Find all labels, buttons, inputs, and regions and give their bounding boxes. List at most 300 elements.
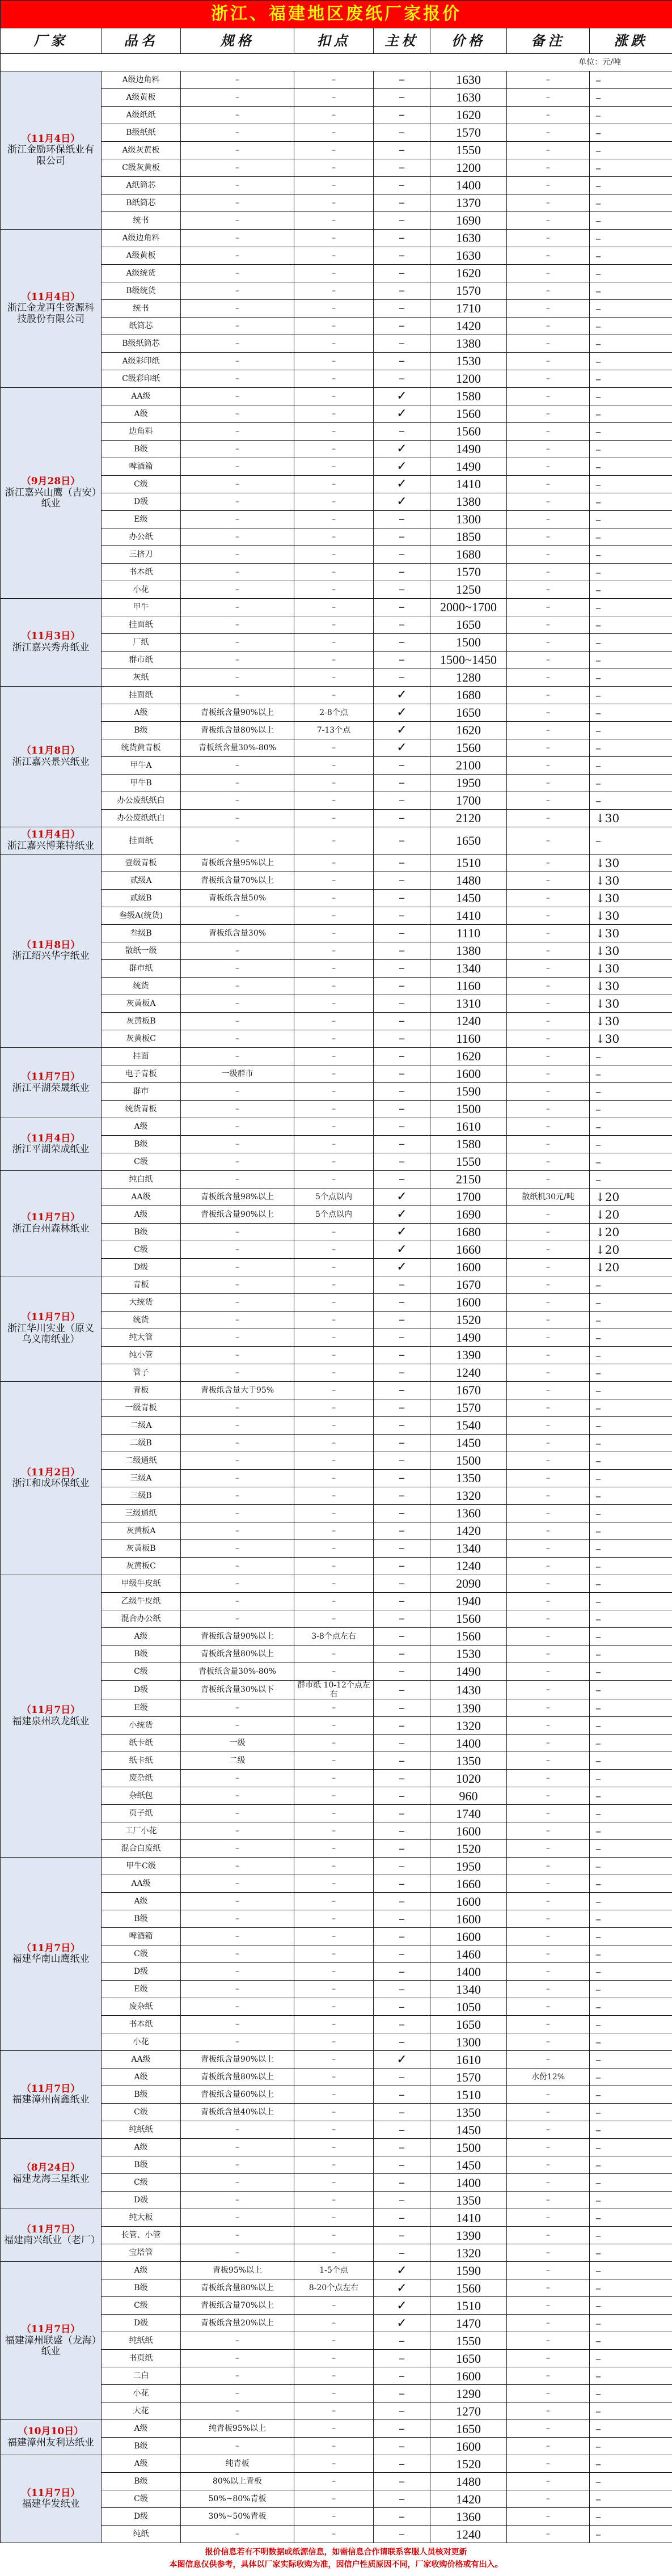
table-row bbox=[1, 89, 672, 107]
table-row bbox=[1, 1910, 672, 1928]
deduct-cell: – bbox=[294, 2385, 374, 2402]
note-cell: – bbox=[507, 282, 590, 300]
grade-cell: D级 bbox=[102, 1681, 181, 1699]
table-row bbox=[1, 2367, 672, 2385]
factory-date: （11月4日） bbox=[4, 830, 98, 841]
price-cell: 1510 bbox=[430, 2086, 507, 2104]
grade-cell: AA级 bbox=[102, 388, 181, 405]
factory-cell bbox=[1, 1048, 102, 1118]
price-cell: 1620 bbox=[430, 107, 507, 124]
main-cell: – bbox=[374, 159, 430, 177]
note-cell: – bbox=[507, 2508, 590, 2526]
spec-cell: – bbox=[181, 1118, 294, 1136]
price-cell: 1650 bbox=[430, 2350, 507, 2367]
table-row bbox=[1, 1312, 672, 1329]
note-cell: – bbox=[507, 476, 590, 493]
table-row bbox=[1, 1470, 672, 1487]
price-cell: 1570 bbox=[430, 2069, 507, 2086]
note-cell: – bbox=[507, 2490, 590, 2508]
change-cell: – bbox=[590, 704, 672, 722]
price-cell: 1490 bbox=[430, 1329, 507, 1347]
change-cell: – bbox=[590, 212, 672, 230]
note-cell: – bbox=[507, 1101, 590, 1118]
deduct-cell: – bbox=[294, 318, 374, 335]
grade-cell: 青板 bbox=[102, 1382, 181, 1399]
table-row bbox=[1, 247, 672, 265]
main-cell: – bbox=[374, 2420, 430, 2438]
note-cell: – bbox=[507, 2174, 590, 2192]
change-cell: – bbox=[590, 1101, 672, 1118]
table-row bbox=[1, 1998, 672, 2016]
change-cell: – bbox=[590, 1928, 672, 1945]
note-cell: – bbox=[507, 1646, 590, 1663]
table-row bbox=[1, 1628, 672, 1646]
grade-cell: 混合办公纸 bbox=[102, 1610, 181, 1628]
deduct-cell: – bbox=[294, 1470, 374, 1487]
table-row bbox=[1, 792, 672, 810]
spec-cell: – bbox=[181, 1575, 294, 1593]
main-cell: – bbox=[374, 1770, 430, 1787]
price-cell: 1500 bbox=[430, 634, 507, 652]
grade-cell: A级 bbox=[102, 2139, 181, 2156]
change-cell: – bbox=[590, 2367, 672, 2385]
grade-cell: 灰纸 bbox=[102, 669, 181, 687]
deduct-cell: – bbox=[294, 739, 374, 757]
spec-cell: – bbox=[181, 1945, 294, 1963]
deduct-cell: – bbox=[294, 2086, 374, 2104]
note-cell: – bbox=[507, 810, 590, 827]
table-row bbox=[1, 318, 672, 335]
price-cell: 1600 bbox=[430, 1259, 507, 1276]
header-change: 涨跌 bbox=[590, 28, 672, 54]
deduct-cell: – bbox=[294, 2104, 374, 2121]
spec-cell: 二级 bbox=[181, 1752, 294, 1770]
price-cell: 2150 bbox=[430, 1171, 507, 1188]
grade-cell: A级 bbox=[102, 2069, 181, 2086]
change-cell: – bbox=[590, 1893, 672, 1910]
price-cell: 1610 bbox=[430, 2051, 507, 2069]
note-cell: – bbox=[507, 2209, 590, 2227]
note-cell: – bbox=[507, 1241, 590, 1259]
note-cell: – bbox=[507, 925, 590, 942]
main-cell: – bbox=[374, 652, 430, 669]
grade-cell: B级 bbox=[102, 441, 181, 458]
price-cell: 2000~1700 bbox=[430, 599, 507, 616]
spec-cell: – bbox=[181, 2526, 294, 2543]
change-cell: – bbox=[590, 1505, 672, 1522]
main-cell: – bbox=[374, 2174, 430, 2192]
deduct-cell: – bbox=[294, 1382, 374, 1399]
grade-cell: C级 bbox=[102, 2104, 181, 2121]
grade-cell: 贰级B bbox=[102, 890, 181, 907]
deduct-cell: – bbox=[294, 1259, 374, 1276]
note-cell: – bbox=[507, 2332, 590, 2350]
table-row bbox=[1, 872, 672, 890]
note-cell: – bbox=[507, 1065, 590, 1083]
table-row bbox=[1, 704, 672, 722]
note-cell: – bbox=[507, 1663, 590, 1681]
grade-cell: D级 bbox=[102, 2192, 181, 2209]
main-cell: – bbox=[374, 212, 430, 230]
price-cell: 1600 bbox=[430, 1893, 507, 1910]
table-row bbox=[1, 1417, 672, 1435]
main-cell: – bbox=[374, 1699, 430, 1717]
spec-cell: – bbox=[181, 1770, 294, 1787]
table-row bbox=[1, 300, 672, 318]
deduct-cell: – bbox=[294, 2016, 374, 2033]
main-cell: – bbox=[374, 1030, 430, 1048]
change-cell: – bbox=[590, 2455, 672, 2473]
spec-cell: 青板纸含量30% bbox=[181, 925, 294, 942]
factory-date: （11月8日） bbox=[4, 746, 98, 757]
price-cell: 1240 bbox=[430, 1364, 507, 1382]
table-row bbox=[1, 2051, 672, 2069]
change-cell: – bbox=[590, 1998, 672, 2016]
deduct-cell: – bbox=[294, 995, 374, 1013]
deduct-cell: – bbox=[294, 1770, 374, 1787]
change-cell: – bbox=[590, 1276, 672, 1294]
grade-cell: 甲级牛皮纸 bbox=[102, 1575, 181, 1593]
factory-date: （11月7日） bbox=[4, 1072, 98, 1083]
factory-name: 浙江台州森林纸业 bbox=[4, 1224, 98, 1235]
price-cell: 1550 bbox=[430, 2332, 507, 2350]
note-cell: – bbox=[507, 1735, 590, 1752]
deduct-cell: 3-8个点左右 bbox=[294, 1628, 374, 1646]
note-cell: – bbox=[507, 2121, 590, 2139]
deduct-cell: – bbox=[294, 2490, 374, 2508]
deduct-cell: – bbox=[294, 142, 374, 159]
spec-cell: – bbox=[181, 942, 294, 960]
deduct-cell: – bbox=[294, 1312, 374, 1329]
note-cell: – bbox=[507, 2350, 590, 2367]
main-cell: – bbox=[374, 1893, 430, 1910]
main-cell: – bbox=[374, 1065, 430, 1083]
price-cell: 1340 bbox=[430, 1981, 507, 1998]
price-cell: 960 bbox=[430, 1787, 507, 1805]
spec-cell: – bbox=[181, 1136, 294, 1153]
deduct-cell: – bbox=[294, 1610, 374, 1628]
header-row bbox=[1, 28, 672, 54]
main-cell: – bbox=[374, 792, 430, 810]
change-cell: ↓30 bbox=[590, 810, 672, 827]
main-cell: – bbox=[374, 1364, 430, 1382]
table-row bbox=[1, 2279, 672, 2297]
spec-cell: – bbox=[181, 1417, 294, 1435]
main-cell: – bbox=[374, 265, 430, 282]
price-cell: 1650 bbox=[430, 616, 507, 634]
price-cell: 1550 bbox=[430, 142, 507, 159]
main-cell: – bbox=[374, 2016, 430, 2033]
change-cell: – bbox=[590, 2121, 672, 2139]
note-cell: – bbox=[507, 2420, 590, 2438]
main-cell: – bbox=[374, 335, 430, 353]
table-row bbox=[1, 2121, 672, 2139]
spec-cell: – bbox=[181, 1858, 294, 1875]
price-cell: 1650 bbox=[430, 704, 507, 722]
change-cell: – bbox=[590, 89, 672, 107]
spec-cell: – bbox=[181, 1153, 294, 1171]
deduct-cell: – bbox=[294, 353, 374, 370]
deduct-cell: – bbox=[294, 265, 374, 282]
factory-cell bbox=[1, 388, 102, 599]
deduct-cell: – bbox=[294, 71, 374, 89]
note-cell: – bbox=[507, 388, 590, 405]
note-cell: – bbox=[507, 1382, 590, 1399]
spec-cell: – bbox=[181, 599, 294, 616]
grade-cell: E级 bbox=[102, 1699, 181, 1717]
factory-date: （11月7日） bbox=[4, 1943, 98, 1955]
change-cell: – bbox=[590, 1399, 672, 1417]
title-row bbox=[1, 1, 672, 28]
deduct-cell: – bbox=[294, 1505, 374, 1522]
change-cell: ↓30 bbox=[590, 978, 672, 995]
grade-cell: 啤酒箱 bbox=[102, 458, 181, 476]
deduct-cell: 7-13个点 bbox=[294, 722, 374, 739]
factory-date: （9月28日） bbox=[4, 476, 98, 488]
table-row bbox=[1, 388, 672, 405]
deduct-cell: – bbox=[294, 1858, 374, 1875]
note-cell: – bbox=[507, 581, 590, 599]
deduct-cell: – bbox=[294, 388, 374, 405]
note-cell: – bbox=[507, 739, 590, 757]
note-cell: – bbox=[507, 2051, 590, 2069]
table-row bbox=[1, 1083, 672, 1101]
spec-cell: 青板纸含量98%以上 bbox=[181, 1188, 294, 1206]
note-cell: – bbox=[507, 960, 590, 978]
grade-cell: C级 bbox=[102, 1241, 181, 1259]
main-cell: – bbox=[374, 300, 430, 318]
deduct-cell: – bbox=[294, 925, 374, 942]
price-cell: 1560 bbox=[430, 739, 507, 757]
note-cell: – bbox=[507, 1470, 590, 1487]
price-cell: 1630 bbox=[430, 89, 507, 107]
deduct-cell: – bbox=[294, 1998, 374, 2016]
grade-cell: 叁级B bbox=[102, 925, 181, 942]
factory-name: 福建华南山鹰纸业 bbox=[4, 1954, 98, 1965]
price-cell: 1240 bbox=[430, 1013, 507, 1030]
spec-cell: – bbox=[181, 124, 294, 142]
table-row bbox=[1, 1822, 672, 1840]
note-cell: – bbox=[507, 1770, 590, 1787]
price-cell: 1620 bbox=[430, 1048, 507, 1065]
main-cell: – bbox=[374, 995, 430, 1013]
deduct-cell: – bbox=[294, 2069, 374, 2086]
change-cell: – bbox=[590, 2227, 672, 2244]
spec-cell: 青板纸含量60%以上 bbox=[181, 2086, 294, 2104]
price-cell: 1570 bbox=[430, 124, 507, 142]
deduct-cell: – bbox=[294, 1065, 374, 1083]
deduct-cell: – bbox=[294, 855, 374, 872]
grade-cell: C级 bbox=[102, 1153, 181, 1171]
deduct-cell: – bbox=[294, 890, 374, 907]
main-cell: – bbox=[374, 2192, 430, 2209]
price-cell: 1560 bbox=[430, 2279, 507, 2297]
main-cell: – bbox=[374, 1735, 430, 1752]
note-cell: – bbox=[507, 907, 590, 925]
price-cell: 1560 bbox=[430, 423, 507, 441]
deduct-cell: – bbox=[294, 2332, 374, 2350]
factory-cell bbox=[1, 2420, 102, 2455]
spec-cell: – bbox=[181, 1294, 294, 1312]
change-cell: – bbox=[590, 2473, 672, 2490]
main-cell: – bbox=[374, 282, 430, 300]
main-cell: ✓ bbox=[374, 476, 430, 493]
deduct-cell: – bbox=[294, 1822, 374, 1840]
table-row bbox=[1, 1188, 672, 1206]
change-cell: ↓30 bbox=[590, 1013, 672, 1030]
table-row bbox=[1, 405, 672, 423]
main-cell: – bbox=[374, 1540, 430, 1558]
spec-cell: – bbox=[181, 546, 294, 564]
spec-cell: – bbox=[181, 353, 294, 370]
main-cell: – bbox=[374, 2227, 430, 2244]
factory-name: 福建漳州友利达纸业 bbox=[4, 2438, 98, 2449]
price-cell: 1660 bbox=[430, 1241, 507, 1259]
note-cell: – bbox=[507, 247, 590, 265]
factory-date: （11月8日） bbox=[4, 940, 98, 951]
change-cell: – bbox=[590, 827, 672, 855]
grade-cell: 宝塔管 bbox=[102, 2244, 181, 2262]
grade-cell: 一级青板 bbox=[102, 1399, 181, 1417]
main-cell: – bbox=[374, 107, 430, 124]
price-cell: 1310 bbox=[430, 995, 507, 1013]
change-cell: ↓20 bbox=[590, 1224, 672, 1241]
note-cell: – bbox=[507, 942, 590, 960]
deduct-cell: – bbox=[294, 2192, 374, 2209]
change-cell: – bbox=[590, 318, 672, 335]
factory-name: 福建泉州玖龙纸业 bbox=[4, 1716, 98, 1728]
price-cell: 1450 bbox=[430, 1435, 507, 1452]
note-cell: – bbox=[507, 1981, 590, 1998]
price-cell: 1620 bbox=[430, 265, 507, 282]
note-cell: – bbox=[507, 2139, 590, 2156]
price-cell: 1600 bbox=[430, 1910, 507, 1928]
change-cell: – bbox=[590, 1347, 672, 1364]
table-row bbox=[1, 423, 672, 441]
price-cell: 1500~1450 bbox=[430, 652, 507, 669]
grade-cell: 纯纸 bbox=[102, 2526, 181, 2543]
table-row bbox=[1, 1610, 672, 1628]
note-cell: – bbox=[507, 458, 590, 476]
note-cell: – bbox=[507, 2262, 590, 2279]
spec-cell: – bbox=[181, 159, 294, 177]
price-cell: 1710 bbox=[430, 300, 507, 318]
spec-cell: 青板纸含量80%以上 bbox=[181, 1646, 294, 1663]
table-row bbox=[1, 2438, 672, 2455]
main-cell: ✓ bbox=[374, 388, 430, 405]
spec-cell: – bbox=[181, 2016, 294, 2033]
factory-date: （11月7日） bbox=[4, 2488, 98, 2499]
deduct-cell: – bbox=[294, 2227, 374, 2244]
price-cell: 1670 bbox=[430, 1382, 507, 1399]
main-cell: – bbox=[374, 1452, 430, 1470]
grade-cell: 灰黄板A bbox=[102, 995, 181, 1013]
price-cell: 1580 bbox=[430, 1136, 507, 1153]
main-cell: – bbox=[374, 872, 430, 890]
grade-cell: 混合白废纸 bbox=[102, 1840, 181, 1858]
footer-line: 报价信息若有不明数据或纸源信息，如需信息合作请联系客服人员核对更新 bbox=[2, 2547, 670, 2559]
note-cell: – bbox=[507, 1893, 590, 1910]
note-cell: – bbox=[507, 405, 590, 423]
change-cell: – bbox=[590, 792, 672, 810]
main-cell: – bbox=[374, 2490, 430, 2508]
grade-cell: 纯大板 bbox=[102, 2209, 181, 2227]
grade-cell: B级纸纸 bbox=[102, 124, 181, 142]
grade-cell: B级纸筒芯 bbox=[102, 335, 181, 353]
spec-cell: 一级 bbox=[181, 1735, 294, 1752]
price-cell: 1350 bbox=[430, 1752, 507, 1770]
grade-cell: B纸筒芯 bbox=[102, 194, 181, 212]
table-row bbox=[1, 757, 672, 775]
change-cell: – bbox=[590, 265, 672, 282]
grade-cell: 管子 bbox=[102, 1364, 181, 1382]
main-cell: – bbox=[374, 599, 430, 616]
change-cell: – bbox=[590, 476, 672, 493]
table-row bbox=[1, 194, 672, 212]
spec-cell: – bbox=[181, 318, 294, 335]
main-cell: – bbox=[374, 318, 430, 335]
table-row bbox=[1, 1136, 672, 1153]
table-row bbox=[1, 1840, 672, 1858]
table-row bbox=[1, 1646, 672, 1663]
spec-cell: – bbox=[181, 230, 294, 247]
spec-cell: – bbox=[181, 1558, 294, 1575]
change-cell: – bbox=[590, 1981, 672, 1998]
grade-cell: 电子青板 bbox=[102, 1065, 181, 1083]
note-cell: – bbox=[507, 1329, 590, 1347]
price-cell: 1600 bbox=[430, 1294, 507, 1312]
price-cell: 1520 bbox=[430, 2455, 507, 2473]
deduct-cell: – bbox=[294, 669, 374, 687]
deduct-cell: – bbox=[294, 159, 374, 177]
deduct-cell: 5个点以内 bbox=[294, 1206, 374, 1224]
deduct-cell: – bbox=[294, 757, 374, 775]
grade-cell: 废杂纸 bbox=[102, 1998, 181, 2016]
spec-cell: – bbox=[181, 995, 294, 1013]
spec-cell: 一级群市 bbox=[181, 1065, 294, 1083]
price-cell: 1650 bbox=[430, 2420, 507, 2438]
factory-date: （11月4日） bbox=[4, 1133, 98, 1145]
grade-cell: 小花 bbox=[102, 2385, 181, 2402]
change-cell: – bbox=[590, 2209, 672, 2227]
note-cell: – bbox=[507, 1417, 590, 1435]
spec-cell: – bbox=[181, 616, 294, 634]
spec-cell: – bbox=[181, 476, 294, 493]
note-cell: – bbox=[507, 1276, 590, 1294]
change-cell: – bbox=[590, 2490, 672, 2508]
deduct-cell: 1-5个点 bbox=[294, 2262, 374, 2279]
main-cell: – bbox=[374, 634, 430, 652]
note-cell: – bbox=[507, 1224, 590, 1241]
note-cell: – bbox=[507, 2244, 590, 2262]
note-cell: – bbox=[507, 1259, 590, 1276]
main-cell: ✓ bbox=[374, 2315, 430, 2332]
price-cell: 1690 bbox=[430, 1206, 507, 1224]
price-cell: 1570 bbox=[430, 1399, 507, 1417]
main-cell: – bbox=[374, 2156, 430, 2174]
spec-cell: – bbox=[181, 2192, 294, 2209]
spec-cell: – bbox=[181, 1224, 294, 1241]
note-cell: – bbox=[507, 159, 590, 177]
change-cell: – bbox=[590, 599, 672, 616]
grade-cell: 群市 bbox=[102, 1083, 181, 1101]
main-cell: – bbox=[374, 1329, 430, 1347]
table-row bbox=[1, 2332, 672, 2350]
table-row bbox=[1, 142, 672, 159]
note-cell: – bbox=[507, 1822, 590, 1840]
deduct-cell: – bbox=[294, 1171, 374, 1188]
main-cell: – bbox=[374, 1681, 430, 1699]
